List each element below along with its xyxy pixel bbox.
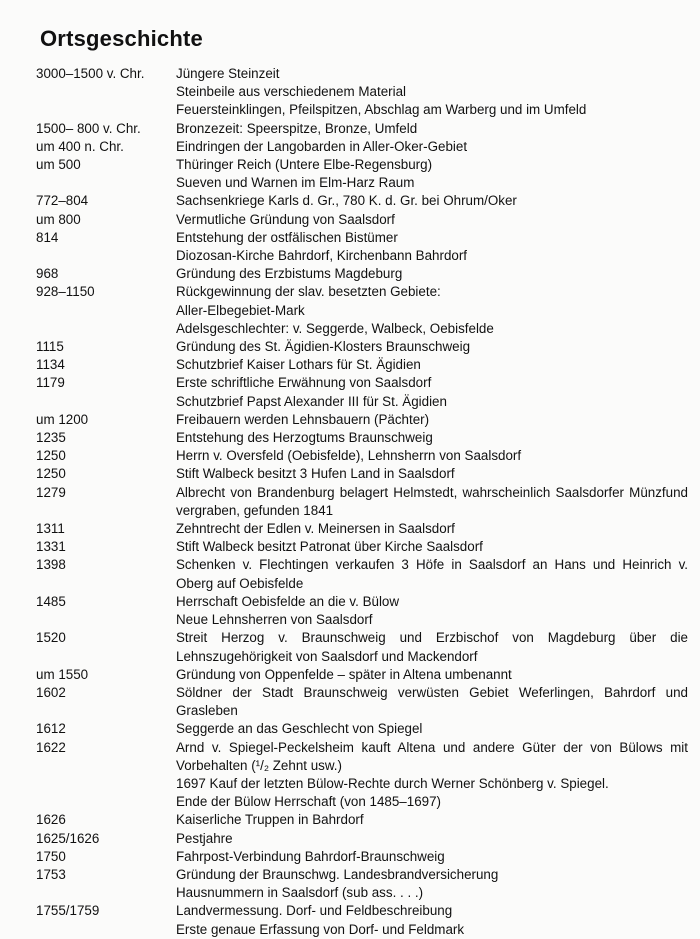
timeline-entry	[36, 156, 688, 192]
entry-date: 1179	[36, 375, 65, 391]
entry-text: Landvermessung. Dorf- und Feldbeschreibung	[176, 903, 453, 919]
entry-text: Fahrpost-Verbindung Bahrdorf-Braunschweig	[176, 848, 445, 864]
entry-date: 1331	[36, 539, 66, 555]
entry-text: Zehntrecht der Edlen v. Meinersen in Saalsdorf	[176, 521, 455, 537]
timeline-entry	[36, 411, 688, 429]
entry-event	[176, 192, 688, 210]
entry-date: um 400 n. Chr.	[36, 138, 124, 154]
entry-text: Arnd v. Spiegel-Peckelsheim kauft Altena und andere Güter der von Bülows mit Vorbehalten (¹/₂ Zehnt usw.)	[176, 739, 688, 773]
entry-text: 1697 Kauf der letzten Bülow-Rechte durch Werner Schönberg v. Spiegel.	[176, 775, 609, 791]
timeline-entry	[36, 484, 688, 520]
entry-text: Stift Walbeck besitzt 3 Hufen Land in Saalsdorf	[176, 466, 455, 482]
entry-event	[176, 629, 688, 665]
timeline-entry	[36, 684, 688, 720]
timeline-entry	[36, 666, 688, 684]
entry-event	[176, 830, 688, 848]
timeline-entry	[36, 556, 688, 592]
entry-date: 1500– 800 v. Chr.	[36, 120, 141, 136]
entry-event	[176, 65, 688, 120]
entry-text: Sueven und Warnen im Elm-Harz Raum	[176, 175, 415, 191]
timeline-entry	[36, 356, 688, 374]
entry-date: 1602	[36, 684, 66, 700]
timeline-entry	[36, 229, 688, 265]
entry-event	[176, 902, 688, 938]
timeline-entry	[36, 739, 688, 812]
entry-text: Erste schriftliche Erwähnung von Saalsdorf	[176, 375, 432, 391]
timeline-entry	[36, 811, 688, 829]
entry-text: Stift Walbeck besitzt Patronat über Kirche Saalsdorf	[176, 539, 483, 555]
timeline-entry	[36, 265, 688, 283]
entry-text: Gründung des St. Ägidien-Klosters Braunschweig	[176, 339, 471, 355]
entry-event	[176, 265, 688, 283]
entry-date: 1250	[36, 448, 66, 464]
entry-text: Adelsgeschlechter: v. Seggerde, Walbeck, Oebisfelde	[176, 320, 494, 336]
timeline	[36, 65, 688, 939]
entry-text: Gründung von Oppenfelde – später in Altena umbenannt	[176, 666, 512, 682]
entry-date: um 1200	[36, 411, 89, 427]
entry-text: Entstehung der ostfälischen Bistümer	[176, 229, 398, 245]
timeline-entry	[36, 848, 688, 866]
entry-event	[176, 739, 688, 812]
entry-date: 1755/1759	[36, 903, 100, 919]
entry-text: Aller-Elbegebiet-Mark	[176, 302, 305, 318]
entry-date: 1115	[36, 339, 64, 355]
entry-date: 1750	[36, 848, 66, 864]
timeline-entry	[36, 447, 688, 465]
entry-text: Albrecht von Brandenburg belagert Helmstedt, wahrscheinlich Saalsdorfer Münzfund vergraben, gefunden 1841	[176, 484, 688, 518]
entry-event	[176, 666, 688, 684]
timeline-entry	[36, 720, 688, 738]
timeline-entry	[36, 902, 688, 938]
entry-event	[176, 556, 688, 592]
entry-event	[176, 520, 688, 538]
entry-text: Vermutliche Gründung von Saalsdorf	[176, 211, 395, 227]
entry-event	[176, 138, 688, 156]
timeline-entry	[36, 283, 688, 338]
timeline-entry	[36, 65, 688, 120]
entry-event	[176, 811, 688, 829]
entry-event	[176, 411, 688, 429]
entry-event	[176, 374, 688, 410]
timeline-entry	[36, 374, 688, 410]
entry-text: Schutzbrief Kaiser Lothars für St. Ägidien	[176, 357, 421, 373]
entry-text: Diozosan-Kirche Bahrdorf, Kirchenbann Bahrdorf	[176, 248, 468, 264]
entry-event	[176, 866, 688, 902]
timeline-entry	[36, 138, 688, 156]
entry-date: 1279	[36, 484, 66, 500]
entry-date: 1625/1626	[36, 830, 100, 846]
timeline-entry	[36, 120, 688, 138]
entry-text: Neue Lehnsherren von Saalsdorf	[176, 612, 373, 628]
entry-date: 928–1150	[36, 284, 95, 300]
entry-date: 968	[36, 266, 59, 282]
entry-text: Hausnummern in Saalsdorf (sub ass. . . .)	[176, 885, 424, 901]
entry-text: Entstehung des Herzogtums Braunschweig	[176, 430, 433, 446]
timeline-entry	[36, 538, 688, 556]
entry-date: 1612	[36, 721, 66, 737]
entry-text: Freibauern werden Lehnsbauern (Pächter)	[176, 411, 430, 427]
entry-text: Jüngere Steinzeit	[176, 66, 280, 81]
entry-event	[176, 484, 688, 520]
entry-text: Seggerde an das Geschlecht von Spiegel	[176, 721, 423, 737]
entry-event	[176, 429, 688, 447]
timeline-entry	[36, 338, 688, 356]
timeline-entry	[36, 211, 688, 229]
entry-text: Gründung des Erzbistums Magdeburg	[176, 266, 403, 282]
entry-date: um 1550	[36, 666, 89, 682]
entry-date: 1250	[36, 466, 66, 482]
entry-date: 1626	[36, 812, 66, 828]
timeline-entry	[36, 429, 688, 447]
timeline-entry	[36, 465, 688, 483]
entry-text: Söldner der Stadt Braunschweig verwüsten Gebiet Weferlingen, Bahrdorf und Grasleben	[176, 684, 688, 719]
entry-text: Erste genaue Erfassung von Dorf- und Feldmark	[176, 921, 465, 937]
timeline-entry	[36, 629, 688, 665]
entry-text: Feuersteinklingen, Pfeilspitzen, Abschlag am Warberg und im Umfeld	[176, 102, 587, 118]
entry-event	[176, 447, 688, 465]
entry-date: um 500	[36, 157, 81, 173]
entry-event	[176, 338, 688, 356]
entry-text: Eindringen der Langobarden in Aller-Oker-Gebiet	[176, 138, 468, 154]
timeline-entry	[36, 866, 688, 902]
entry-text: Rückgewinnung der slav. besetzten Gebiete:	[176, 284, 441, 300]
entry-date: 1753	[36, 866, 66, 882]
entry-text: Thüringer Reich (Untere Elbe-Regensburg)	[176, 157, 433, 173]
entry-text: Sachsenkriege Karls d. Gr., 780 K. d. Gr. bei Ohrum/Oker	[176, 193, 517, 209]
entry-event	[176, 283, 688, 338]
entry-text: Schenken v. Flechtingen verkaufen 3 Höfe in Saalsdorf an Hans und Heinrich v. Oberg auf Oebisfelde	[176, 557, 688, 591]
entry-text: Pestjahre	[176, 830, 233, 846]
entry-date: 1520	[36, 630, 66, 646]
timeline-entry	[36, 520, 688, 538]
entry-event	[176, 211, 688, 229]
timeline-entry	[36, 192, 688, 210]
entry-text: Bronzezeit: Speerspitze, Bronze, Umfeld	[176, 120, 418, 136]
entry-event	[176, 848, 688, 866]
entry-date: 1311	[36, 521, 65, 537]
entry-event	[176, 684, 688, 720]
entry-event	[176, 593, 688, 629]
entry-text: Ende der Bülow Herrschaft (von 1485–1697)	[176, 794, 441, 810]
entry-text: Gründung der Braunschwg. Landesbrandversicherung	[176, 866, 499, 882]
entry-event	[176, 156, 688, 192]
entry-text: Herrn v. Oversfeld (Oebisfelde), Lehnsherrn von Saalsdorf	[176, 448, 522, 464]
entry-event	[176, 720, 688, 738]
entry-date: 1622	[36, 739, 66, 755]
entry-event	[176, 120, 688, 138]
entry-date: 1134	[36, 357, 65, 373]
entry-text: Steinbeile aus verschiedenem Material	[176, 84, 406, 100]
entry-event	[176, 356, 688, 374]
timeline-entry	[36, 830, 688, 848]
page-title: Ortsgeschichte	[40, 26, 203, 51]
entry-text: Schutzbrief Papst Alexander III für St. Ägidien	[176, 393, 447, 409]
timeline-entry	[36, 593, 688, 629]
entry-date: 1398	[36, 557, 66, 573]
entry-date: 772–804	[36, 193, 89, 209]
entry-text: Kaiserliche Truppen in Bahrdorf	[176, 812, 364, 828]
entry-event	[176, 229, 688, 265]
entry-date: 1235	[36, 430, 66, 446]
entry-event	[176, 538, 688, 556]
entry-date: 3000–1500 v. Chr.	[36, 66, 145, 81]
entry-text: Herrschaft Oebisfelde an die v. Bülow	[176, 593, 400, 609]
entry-date: um 800	[36, 211, 81, 227]
entry-date: 814	[36, 229, 59, 245]
entry-event	[176, 465, 688, 483]
entry-date: 1485	[36, 593, 66, 609]
entry-text: Streit Herzog v. Braunschweig und Erzbischof von Magdeburg über die Lehnszugehörigkeit von Saalsdorf und Mackendorf	[176, 630, 688, 664]
